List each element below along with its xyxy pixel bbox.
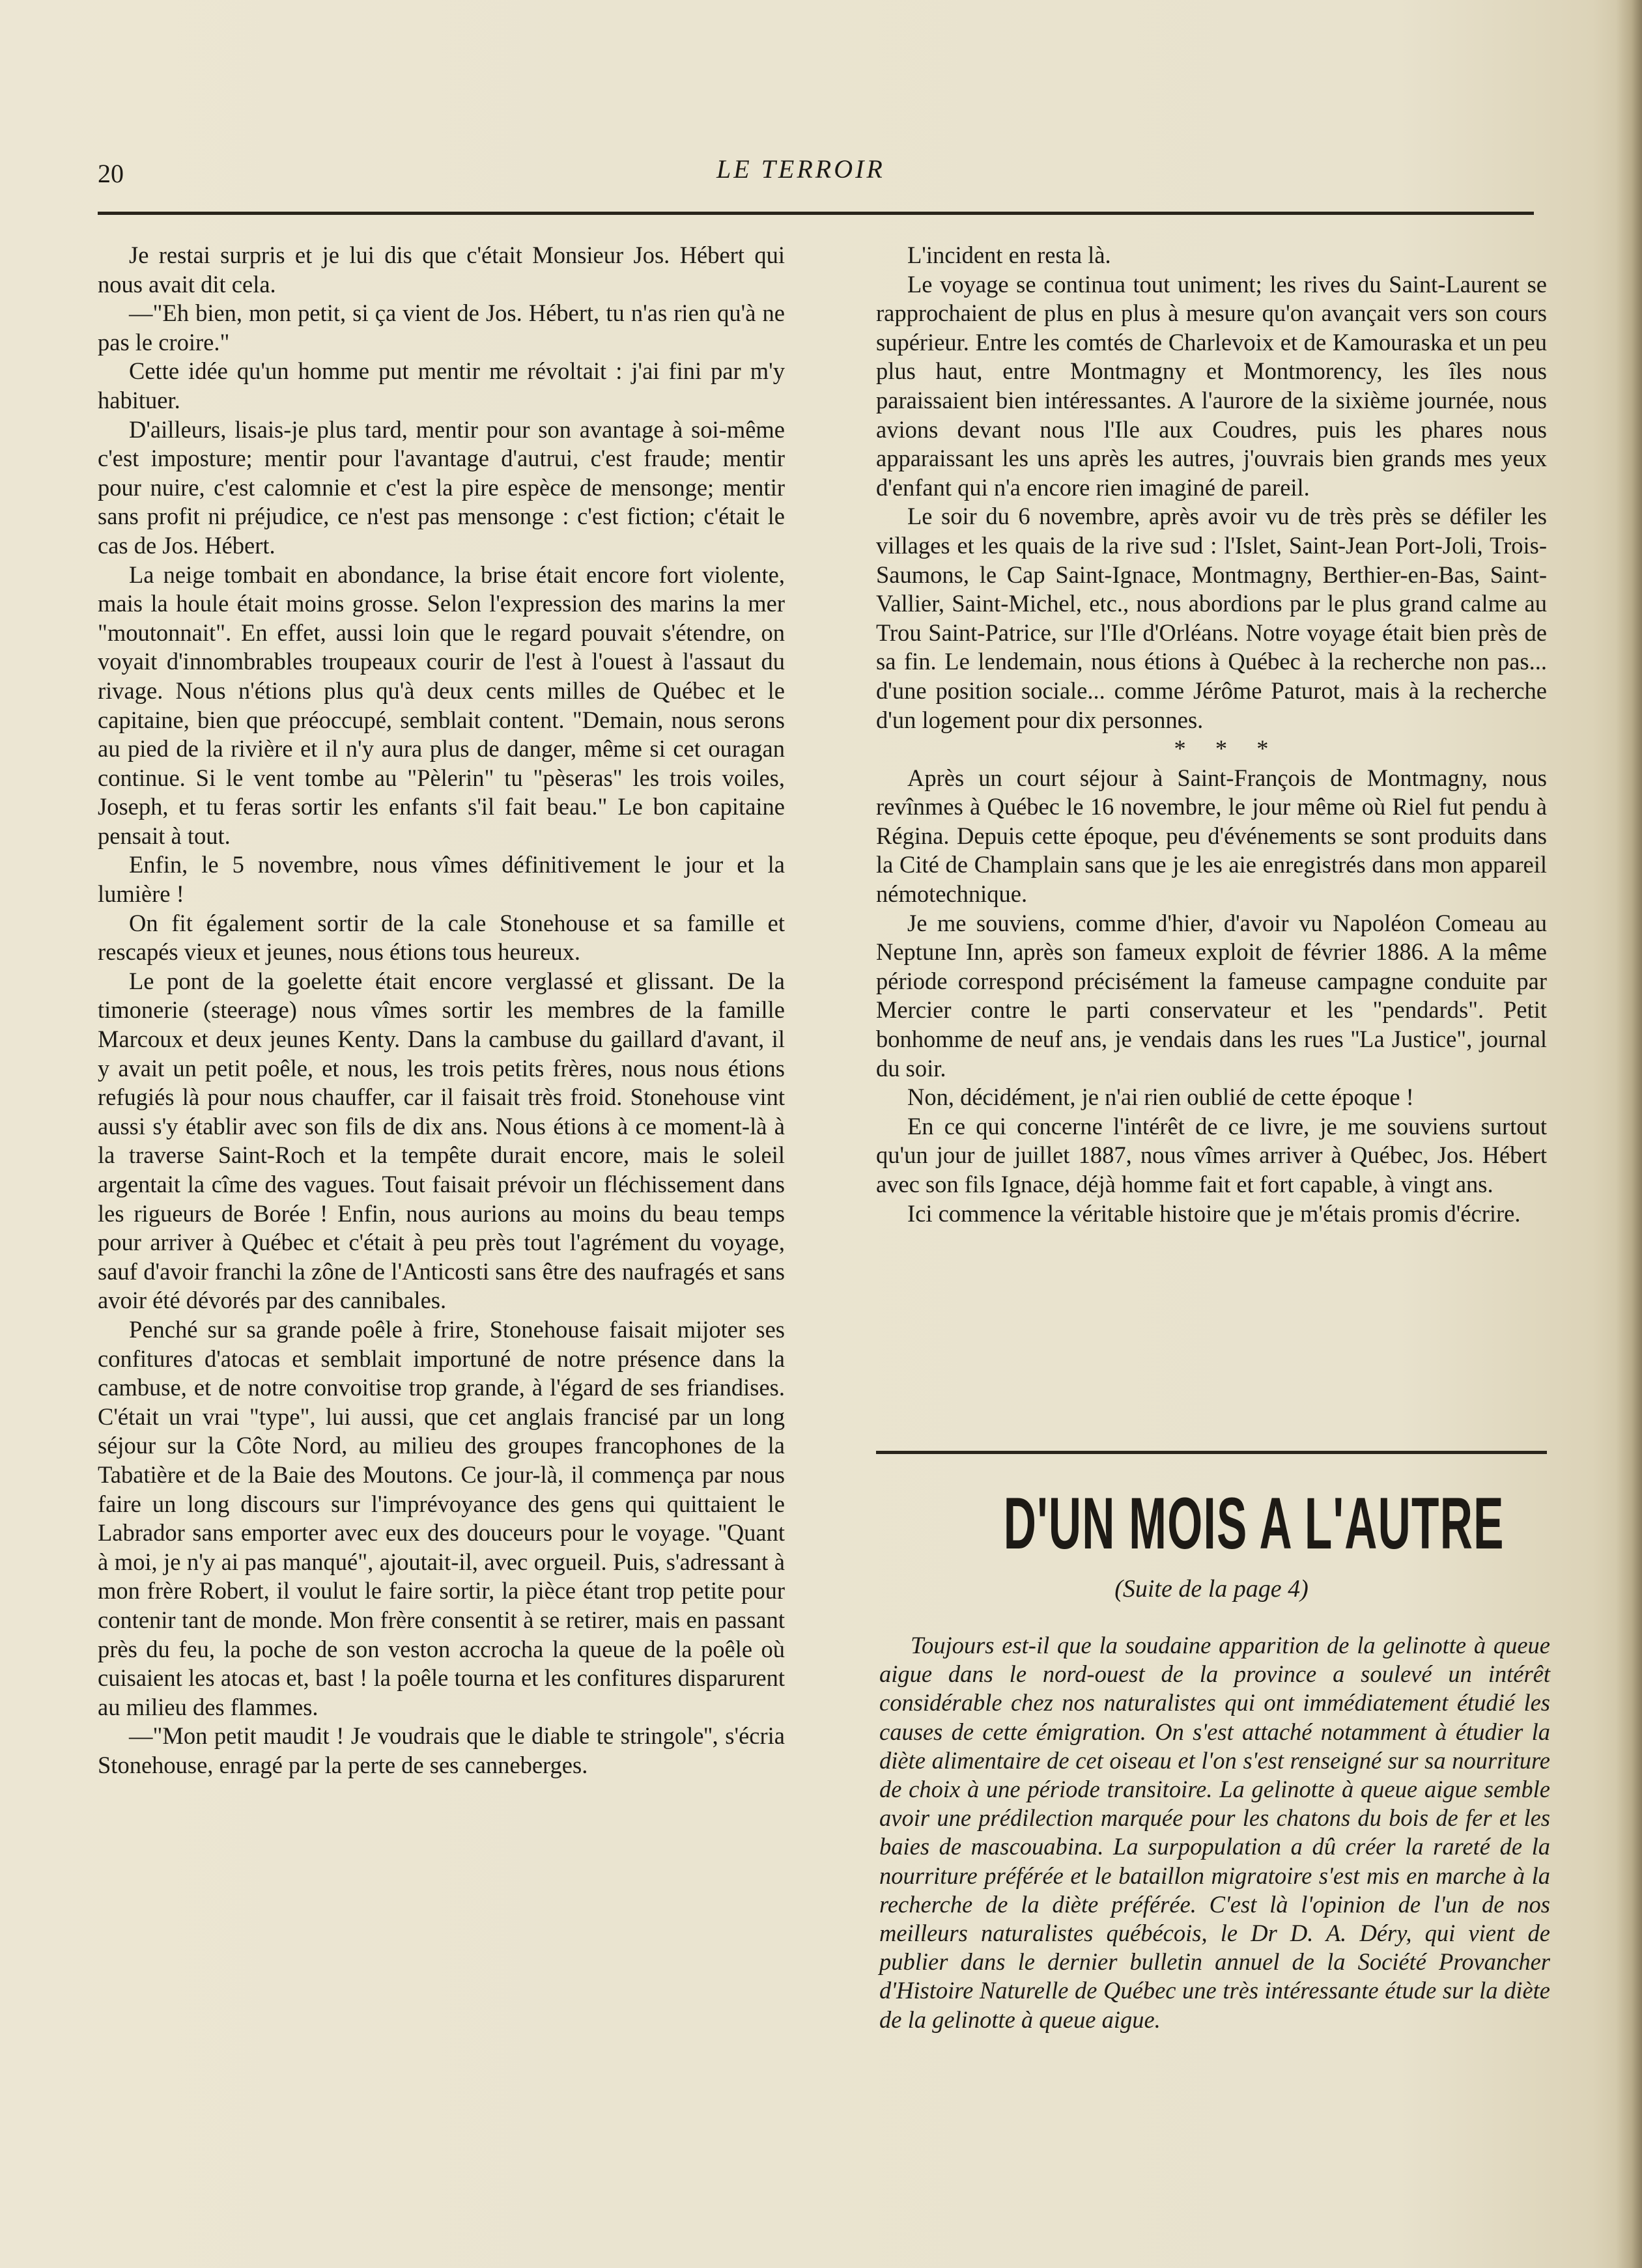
paragraph: Je restai surpris et je lui dis que c'était Monsieur Jos. Hébert qui nous avait dit cela. — [98, 242, 785, 298]
paragraph: En ce qui concerne l'intérêt de ce livre, je me souviens surtout qu'un jour de juillet 1887, nous vîmes arriver à Québec, Jos. Hébert avec son fils Ignace, déjà homme fait et fort capable, à vingt ans. — [876, 1112, 1547, 1197]
paragraph: Je me souviens, comme d'hier, d'avoir vu Napoléon Comeau au Neptune Inn, après son fameux exploit de février 1886. A la même période correspond précisément la fameuse campagne conduite par Mercier contre le parti conservateur et les "pendards". Petit bonhomme de neuf ans, je vendais dans les rues ''La Justice", journal du soir. — [876, 909, 1547, 1082]
paragraph: D'ailleurs, lisais-je plus tard, mentir pour son avantage à soi-même c'est imposture; mentir pour l'avantage d'autrui, c'est fraude; mentir pour nuire, c'est calomnie et c'est la pire espèce de mensonge; mentir sans profit ni préjudice, ce n'est pas mensonge : c'est fiction; c'était le cas de Jos. Hébert. — [98, 415, 785, 559]
paragraph: La neige tombait en abondance, la brise était encore fort violente, mais la houle était moins grosse. Selon l'expression des marins la mer "moutonnait". En effet, aussi loin que le regard pouvait s'étendre, on voyait d'innombrables troupeaux courir de l'est à l'ouest à l'assaut du rivage. Nous n'étions plus qu'à deux cents milles de Québec et le capitaine, bien que préoccupé, semblait content. "Demain, nous serons au pied de la rivière et il n'y aura plus de danger, même si cet ouragan continue. Si le vent tombe au "Pèlerin" tu "pèseras" les trois voiles, Joseph, et tu feras sortir les enfants s'il fait beau." Le bon capitaine pensait à tout. — [98, 561, 785, 849]
paragraph: Le pont de la goelette était encore verglassé et glissant. De la timonerie (steerage) nous vîmes sortir les membres de la famille Marcoux et deux jeunes Kenty. Dans la cambuse du gaillard d'avant, il y avait un petit poêle, et nous, les trois petits frères, nous nous étions refugiés là pour nous chauffer, car il faisait très froid. Stonehouse vint aussi s'y établir avec son fils de dix ans. Nous étions à ce moment-là à la traverse Saint-Roch et la tempête durait encore, mais le soleil argentait la cîme des vagues. Tout faisait prévoir un fléchissement dans les rigueurs de Borée ! Enfin, nous aurions au moins du beau temps pour arriver à Québec et c'était à peu près tout l'agrément du voyage, sauf d'avoir franchi la zône de l'Anticosti sans être des naufragés et sans avoir été dévorés par des cannibales. — [98, 967, 785, 1314]
right-column — [876, 241, 1547, 1228]
paragraph: L'incident en resta là. — [907, 242, 1111, 268]
paragraph: Ici commence la véritable histoire que je m'étais promis d'écrire. — [907, 1199, 1521, 1227]
paragraph: —"Mon petit maudit ! Je voudrais que le diable te stringole'', s'écria Stonehouse, enragé par la perte de ses canneberges. — [98, 1722, 785, 1778]
paragraph: Le soir du 6 novembre, après avoir vu de très près se défiler les villages et les quais de la rive sud : l'Islet, Saint-Jean Port-Joli, Trois-Saumons, le Cap Saint-Ignace, Montmagny, Berthier-en-Bas, Saint-Vallier, Saint-Michel, etc., nous abordions par le plus grand calme au Trou Saint-Patrice, sur l'Ile d'Orléans. Notre voyage était bien près de sa fin. Le lendemain, nous étions à Québec à la recherche non pas... d'une position sociale... comme Jérôme Paturot, mais à la recherche d'un logement pour dix personnes. — [876, 503, 1547, 733]
paragraph: Le voyage se continua tout uniment; les rives du Saint-Laurent se rapprochaient de plus en plus à mesure qu'on avançait vers son cours supérieur. Entre les comtés de Charlevoix et de Kamouraska et un peu plus haut, entre Montmagny et Montmorency, les îles nous paraissaient bien intéressantes. A l'aurore de la sixième journée, nous avions devant nous l'Ile aux Coudres, puis les phares nous apparaissant les uns après les autres, j'ouvrais bien grands mes yeux d'enfant qui n'a encore rien imaginé de pareil. — [876, 270, 1547, 501]
header-rule — [98, 212, 1534, 215]
paragraph: Toujours est-il que la soudaine apparition de la gelinotte à queue aigue dans le nord-ouest de la province a soulevé un intérêt considérable chez nos naturalistes qui ont immédiatement étudié les causes de cette émigration. On s'est attaché notamment à étudier la diète alimentaire de cet oiseau et l'on s'est renseigné sur sa nourriture de choix à une période transitoire. La gelinotte à queue aigue semble avoir une prédilection marquée pour les chatons du bois de fer et les baies de mascouabina. La surpopulation a dû créer la rareté de la nourriture préférée et le bataillon migratoire s'est mis en marche à la recherche de la diète préférée. C'est là l'opinion de l'un de nos meilleurs naturalistes québécois, le Dr D. A. Déry, qui vient de publier dans le dernier bulletin annuel de la Société Provancher d'Histoire Naturelle de Québec une très intéressante étude sur la diète de la gelinotte à queue aigue. — [879, 1632, 1550, 2033]
left-column — [98, 241, 785, 1780]
section-rule — [876, 1451, 1547, 1454]
paragraph: On fit également sortir de la cale Stonehouse et sa famille et rescapés vieux et jeunes, nous étions tous heureux. — [98, 909, 785, 966]
running-title: LE TERROIR — [716, 154, 885, 184]
section-subtitle: (Suite de la page 4) — [1114, 1575, 1309, 1603]
section-title: D'UN MOIS A L'AUTRE — [1003, 1483, 1505, 1564]
paragraph: Cette idée qu'un homme put mentir me révoltait : j'ai fini par m'y habituer. — [98, 357, 785, 413]
page-number: 20 — [98, 159, 124, 188]
page-edge-shadow — [1616, 0, 1642, 2268]
paragraph: —"Eh bien, mon petit, si ça vient de Jos. Hébert, tu n'as rien qu'à ne pas le croire." — [98, 300, 785, 356]
paragraph: Non, décidément, je n'ai rien oublié de cette époque ! — [907, 1084, 1414, 1111]
paragraph: Penché sur sa grande poêle à frire, Stonehouse faisait mijoter ses confitures d'atocas et semblait importuné de notre présence dans la cambuse, et de notre convoitise trop grande, à l'égard de ses friandises. C'était un vrai "type", lui aussi, que cet anglais francisé par un long séjour sur la Côte Nord, au milieu des groupes francophones de la Tabatière et de la Baie des Moutons. Ce jour-là, il commença par nous faire un long discours sur l'imprévoyance des gens qui quittaient le Labrador sans emporter avec eux des douceurs pour le voyage. ''Quant à moi, je n'y ai pas manqué", ajoutait-il, avec orgueil. Puis, s'adressant à mon frère Robert, il voulut le faire sortir, la pièce étant trop petite pour contenir tant de monde. Mon frère consentit à se retirer, mais en passant près du feu, la poche de son veston accrocha la queue de la poêle où cuisaient les atocas et, bast ! la poêle tourna et les confitures disparurent au milieu des flammes. — [98, 1315, 785, 1720]
paragraph: Enfin, le 5 novembre, nous vîmes définitivement le jour et la lumière ! — [98, 851, 785, 908]
section-body — [879, 1631, 1550, 2034]
paragraph: Après un court séjour à Saint-François de Montmagny, nous revînmes à Québec le 16 novembre, le jour même où Riel fut pendu à Régina. Depuis cette époque, peu d'événements se sont produits dans la Cité de Champlain sans que je les aie enregistrés dans mon appareil némotechnique. — [876, 764, 1547, 908]
section-break-asterisks: * * * — [1174, 735, 1281, 763]
